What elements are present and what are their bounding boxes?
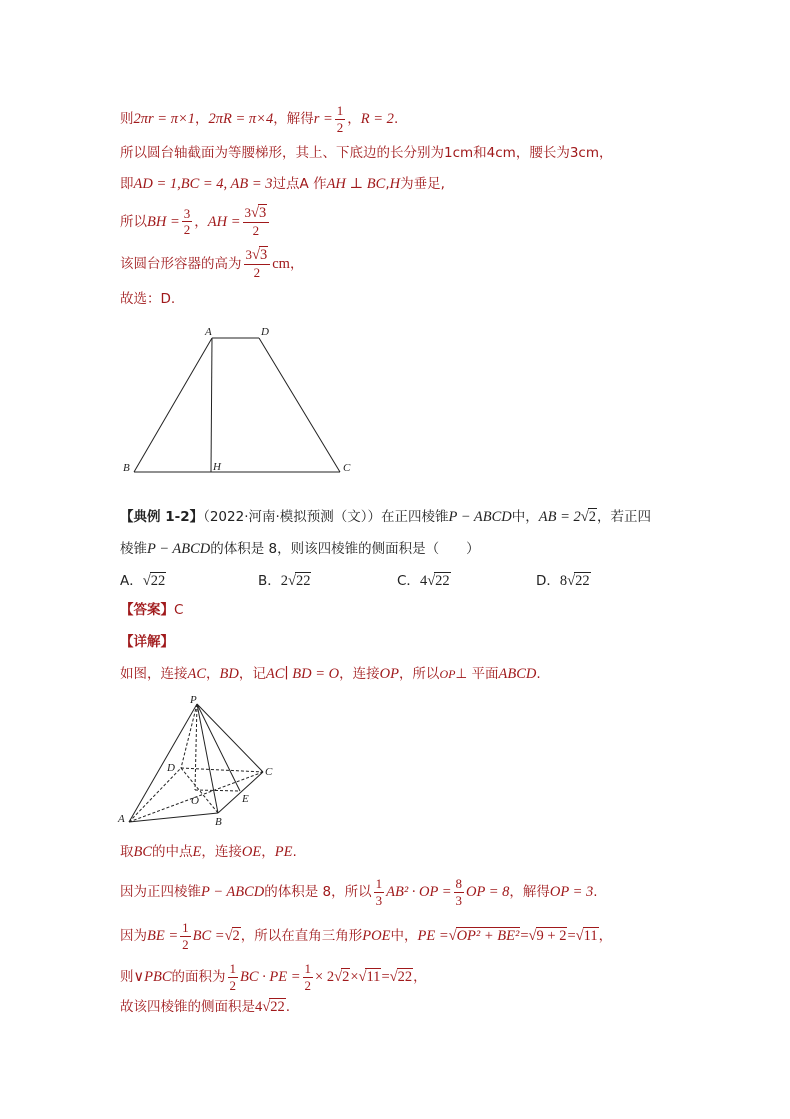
denominator: 2 [253,265,261,281]
edge-BC [218,772,263,813]
text: 如图，连接 [120,666,188,682]
solution-line-10 [120,921,612,951]
square-root [576,929,599,944]
radicand: 2 [588,509,596,525]
pyramid-diagram [115,692,285,832]
math-expression: P − ABCD [201,884,265,901]
square-root [581,510,597,525]
fraction [374,877,385,907]
fraction [243,206,270,238]
radical-sign: √ [580,509,589,525]
text: . [593,884,598,901]
text: ， [261,844,275,860]
solution-line-1 [120,104,398,134]
edge-AB [129,813,218,822]
solution-line-12 [120,1000,290,1015]
radical-sign: √ [142,573,151,589]
edge-PB [197,704,218,813]
text: 该圆台形容器的高为 [120,255,242,272]
math-equation: AC∣ BD = O [265,666,340,682]
coefficient: 2 [280,573,289,589]
coefficient: 3 [244,205,251,220]
segment-AH [211,338,212,472]
option-label: A． [120,573,143,589]
radicand: 11 [366,969,381,986]
radicand: 22 [397,969,413,986]
answer-line [120,604,183,618]
text: 取 [120,844,134,860]
denominator: 2 [252,223,260,239]
math-expression: × 2 [315,969,335,986]
text: ，记 [238,666,266,682]
radicand: 2 [342,969,350,986]
solution-line-11 [120,962,427,992]
fraction [454,877,465,907]
math-expression: AB² · OP = [386,884,452,901]
radicand: 3 [259,247,268,263]
numerator [244,248,271,265]
fraction [244,248,271,280]
math-expression: P − ABCD [448,509,512,525]
radicand: 22 [270,999,285,1015]
option-a[interactable] [120,574,166,589]
coefficient: 3 [245,247,252,262]
text: 的面积为 [171,969,226,986]
segment-PE [197,704,240,791]
text: 在正四棱锥 [381,509,449,525]
radical-sign: √ [389,969,398,986]
fraction [303,962,314,992]
example-source: （2022·河南·模拟预测（文）） [203,509,382,525]
text: ，所以 [398,666,440,682]
square-root [449,929,521,944]
text: ，连接 [201,844,242,860]
text: . [393,111,399,128]
label-O: O [191,795,199,807]
math-equation: AH = [207,213,241,230]
equals-sign: = [520,928,529,945]
square-root [390,970,413,985]
text: . [285,999,291,1015]
math-equation: BE = [147,928,179,945]
math-equation: OP = 8 [466,884,510,901]
option-label: D． [536,573,560,589]
answer-tag: 【答案】 [120,602,174,618]
square-root [288,574,311,589]
option-b[interactable] [258,574,311,589]
text: ，所以在直角三角形 [240,928,363,945]
detail-tag: 【详解】 [120,634,174,650]
numerator: 1 [182,920,189,935]
label-A: A [118,813,125,825]
math-equation: AB = 2 [538,509,581,525]
edge-PA [129,704,197,822]
denominator: 2 [229,977,236,993]
text: ， [289,255,304,272]
math-variable: POE [362,928,391,945]
text: 所以 [120,213,147,230]
fraction [228,962,239,992]
square-root [251,206,267,221]
segment-DC [259,338,340,472]
example-line-2 [120,542,480,557]
square-root [427,574,450,589]
solution-line-9 [120,877,598,907]
square-root [529,929,568,944]
text: 即 [120,176,134,192]
radical-sign: √ [288,573,296,589]
text: 中， [511,509,539,525]
radicand: 2 [232,928,240,945]
square-root [143,574,166,589]
fraction [180,921,191,951]
coefficient: 4 [255,999,263,1015]
label-H: H [213,461,221,473]
text: ， [206,666,220,682]
text: . [292,844,297,860]
label-P: P [190,694,197,706]
radical-sign: √ [427,573,436,589]
radical-sign: √ [262,999,271,1015]
text: 过点A 作 [272,176,327,192]
text: ， [194,213,208,230]
square-root [334,970,350,985]
math-equation: BC = [192,928,225,945]
text: 则 [120,111,134,128]
option-label: B． [258,573,281,589]
math-equation: BC · PE = [240,969,301,986]
coefficient: 4 [419,573,428,589]
text: ， [413,969,427,986]
edge-DC [181,768,263,772]
numerator: 8 [455,876,463,891]
radical-sign: √ [567,573,576,589]
label-E: E [242,793,249,805]
radical-sign: √ [358,969,367,986]
label-D: D [261,326,269,338]
fraction [335,104,346,134]
square-root [359,970,382,985]
math-variable: AC [187,666,207,682]
radicand: 11 [583,928,598,945]
denominator: 2 [182,936,189,952]
math-variable: ABCD [498,666,537,682]
radicand: 22 [150,573,166,589]
solution-line-7 [120,667,541,682]
text: ，连接 [339,666,380,682]
answer-value: C [174,602,184,618]
solution-line-5 [120,248,303,280]
label-B: B [215,816,222,828]
solution-line-8 [120,845,297,860]
text: 因为正四棱锥 [120,884,201,901]
text: ， [598,928,613,945]
numerator: 3 [183,205,191,221]
segment-PO [195,704,197,790]
text: 的体积是 8，则该四棱锥的侧面积是（ ） [210,541,480,557]
label-B: B [123,462,130,474]
solution-line-2: 所以圆台轴截面为等腰梯形，其上、下底边的长分别为1cm和4cm，腰长为3cm， [120,145,613,161]
coefficient: 8 [559,573,568,589]
text: 的体积是 8，所以 [264,884,372,901]
math-equation: 2πR = π×4 [208,111,274,128]
text: ，解得 [273,111,314,128]
numerator: 1 [336,103,344,118]
radicand: 3 [258,205,267,221]
segment-AB [134,338,212,472]
square-root [252,248,268,263]
text: 为垂足, [400,176,445,192]
math-variable: r = [313,111,333,128]
radical-sign: √ [448,928,457,945]
denominator: 3 [455,892,463,908]
radicand: 22 [575,573,590,589]
label-A: A [205,326,212,338]
math-equation: AD = 1,BC = 4, AB = 3 [133,176,273,192]
example-tag: 【典例 1-2】 [120,509,204,525]
radicand: 9 + 2 [536,928,567,945]
edge-PD [181,704,197,768]
solution-line-3 [120,177,445,192]
denominator: 3 [375,892,383,908]
radical-sign: √ [334,969,343,986]
label-C: C [343,462,351,474]
segment-OE [195,790,240,791]
math-variable: E [192,844,202,860]
text: 的中点 [152,844,193,860]
math-variable: ∨PBC [133,969,172,986]
radicand: OP² + BE² [456,928,520,945]
math-variable: BC [133,844,153,860]
radical-sign: √ [251,205,259,221]
label-C: C [265,766,273,778]
denominator: 2 [183,222,191,238]
text: 中， [390,928,418,945]
solution-line-6: 故选：D. [120,291,176,307]
numerator [243,206,270,223]
text: ⊥ 平面 [455,666,499,682]
math-equation: OP = 3 [549,884,594,901]
text: 棱锥 [120,541,147,557]
math-expression: P − ABCD [147,541,211,557]
square-root [567,574,590,589]
math-variable: PE [274,844,293,860]
numerator: 1 [229,961,236,976]
math-variable: OE [241,844,262,860]
example-line-1 [120,510,651,525]
radicand: 22 [435,573,450,589]
text: 故该四棱锥的侧面积是 [120,999,255,1015]
math-variable: BD [219,666,239,682]
math-equation: R = 2 [360,111,394,128]
math-variable: OP [379,666,399,682]
unit: cm [272,255,290,272]
denominator: 2 [304,977,312,993]
square-root [262,1000,285,1015]
math-equation: BH = [147,213,180,230]
text: 因为 [120,928,147,945]
equals-sign: = [381,969,390,986]
math-equation: AH ⊥ BC [326,176,386,192]
radical-sign: √ [252,247,260,263]
radicand: 22 [295,573,311,589]
radical-sign: √ [575,928,584,945]
numerator: 1 [375,876,383,891]
math-equation: PE = [417,928,449,945]
radical-sign: √ [224,928,233,945]
text: ， [195,111,209,128]
math-variable: OP [439,667,456,681]
text: , [385,176,390,192]
equals-sign: = [567,928,576,945]
solution-line-4 [120,206,271,238]
text: ，若正四 [597,509,651,525]
math-equation: 2πr = π×1 [133,111,195,128]
times-sign: × [350,969,359,986]
option-c[interactable] [397,574,451,589]
text: ， [347,111,361,128]
text: 则 [120,969,134,986]
text: . [536,666,541,682]
denominator: 2 [336,119,344,135]
label-D: D [167,762,175,774]
text: ，解得 [509,884,550,901]
edge-PC [197,704,263,772]
trapezoid-diagram [110,320,370,480]
numerator: 1 [304,961,312,976]
square-root [225,929,241,944]
math-variable: H [389,176,401,192]
fraction [182,207,193,237]
radical-sign: √ [528,928,537,945]
option-label: C． [397,573,420,589]
option-d[interactable] [536,574,591,589]
